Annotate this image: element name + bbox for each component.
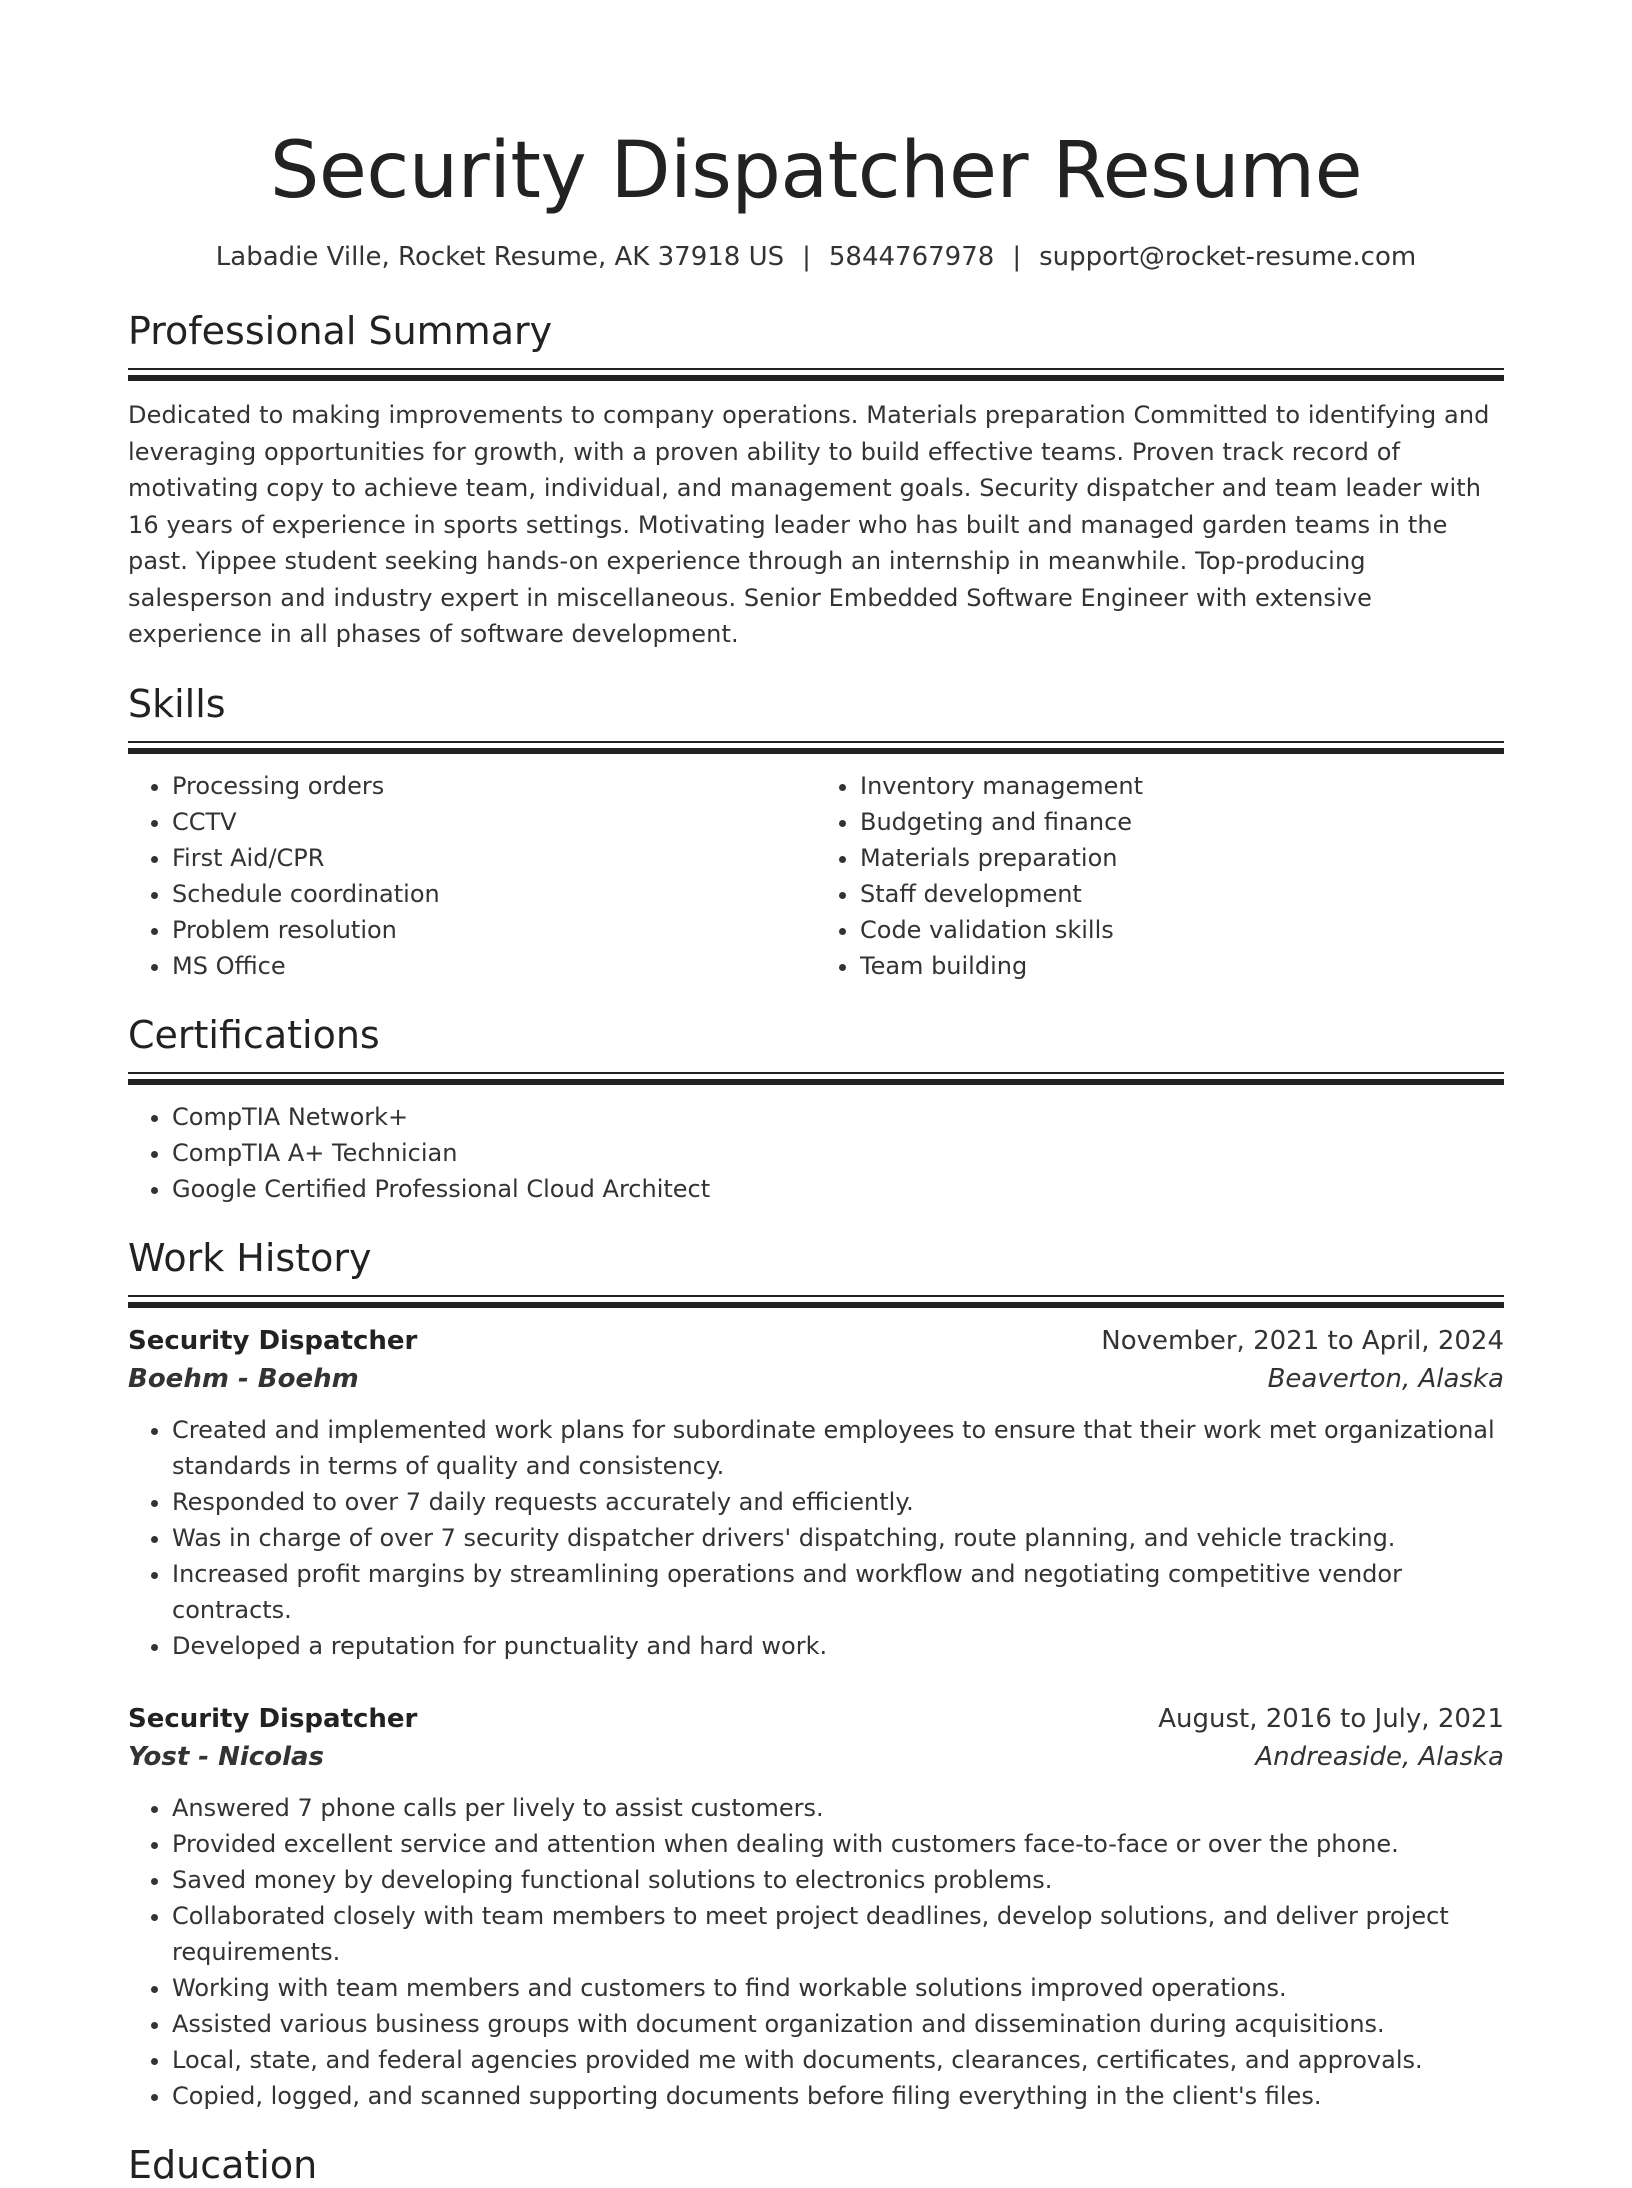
skills-columns: [128, 768, 1504, 984]
list-item: • Saved money by developing functional solutions to electronics problems.: [172, 1862, 1504, 1898]
section-divider: [128, 1295, 1504, 1310]
summary-text: Dedicated to making improvements to company operations. Materials preparation Committed to identifying and leveraging opportunities for growth, with a proven ability to build effective teams. Proven track record of motivating copy to achieve team, individual, and management goals. Security dispatcher and team leader with 16 years of experience in sports settings. Motivating leader who has built and managed garden teams in the past. Yippee student seeking hands-on experience through an internship in meanwhile. Top-producing salesperson and industry expert in miscellaneous. Senior Embedded Software Engineer with extensive experience in all phases of software development.: [128, 401, 1490, 648]
list-item: • Staff development: [860, 876, 1504, 912]
section-divider: [128, 1072, 1504, 1087]
section-divider: [128, 368, 1504, 383]
list-item: • Schedule coordination: [172, 876, 816, 912]
list-item: • Google Certified Professional Cloud Architect: [172, 1171, 1504, 1207]
skills-list-right: [816, 768, 1504, 984]
contact-email: support@rocket-resume.com: [1039, 242, 1417, 272]
list-item: • Assisted various business groups with document organization and dissemination during acquisitions.: [172, 2006, 1504, 2042]
skills-section: [128, 681, 1504, 984]
list-item: • Was in charge of over 7 security dispatcher drivers' dispatching, route planning, and vehicle tracking.: [172, 1520, 1504, 1556]
section-heading: Professional Summary: [128, 309, 553, 353]
work-history-section: [128, 1235, 1504, 2114]
list-item: • Processing orders: [172, 768, 816, 804]
contact-line: [128, 240, 1504, 274]
section-heading: Education: [128, 2142, 318, 2187]
list-item: • Code validation skills: [860, 912, 1504, 948]
list-item: • MS Office: [172, 948, 816, 984]
list-item: • First Aid/CPR: [172, 840, 816, 876]
list-item: • CompTIA Network+: [172, 1099, 1504, 1135]
job-title: Security Dispatcher: [128, 1325, 418, 1356]
contact-separator: |: [802, 242, 811, 272]
list-item: • CompTIA A+ Technician: [172, 1135, 1504, 1171]
job-company: Yost - Nicolas: [128, 1741, 325, 1772]
contact-address: Labadie Ville, Rocket Resume, AK 37918 US: [215, 242, 785, 272]
list-item: • Increased profit margins by streamlining operations and workflow and negotiating competitive vendor contracts.: [172, 1556, 1504, 1628]
summary-section: [128, 308, 1504, 653]
job-company: Boehm - Boehm: [128, 1363, 359, 1394]
job-subheader: [128, 1738, 1504, 1776]
list-item: • Developed a reputation for punctuality and hard work.: [172, 1628, 1504, 1664]
job-location: Beaverton, Alaska: [1267, 1363, 1504, 1394]
job-dates: August, 2016 to July, 2021: [1158, 1703, 1504, 1734]
job-location: Andreaside, Alaska: [1255, 1741, 1504, 1772]
job-dates: November, 2021 to April, 2024: [1101, 1325, 1504, 1356]
contact-phone: 5844767978: [828, 242, 995, 272]
job-bullets: [128, 1412, 1504, 1664]
list-item: • Problem resolution: [172, 912, 816, 948]
page-title: Security Dispatcher Resume: [269, 126, 1363, 216]
list-item: • Working with team members and customers to find workable solutions improved operations.: [172, 1970, 1504, 2006]
list-item: • Collaborated closely with team members to meet project deadlines, develop solutions, and deliver project requirements.: [172, 1898, 1504, 1970]
section-heading: Work History: [128, 1235, 372, 1280]
certifications-section: [128, 1012, 1504, 1207]
list-item: • CCTV: [172, 804, 816, 840]
job-entry: [128, 1322, 1504, 1664]
list-item: • Team building: [860, 948, 1504, 984]
section-heading: Skills: [128, 681, 226, 726]
list-item: • Answered 7 phone calls per lively to assist customers.: [172, 1790, 1504, 1826]
list-item: • Budgeting and finance: [860, 804, 1504, 840]
job-header: [128, 1700, 1504, 1738]
list-item: • Provided excellent service and attention when dealing with customers face-to-face or over the phone.: [172, 1826, 1504, 1862]
list-item: • Local, state, and federal agencies provided me with documents, clearances, certificates, and approvals.: [172, 2042, 1504, 2078]
job-bullets: [128, 1790, 1504, 2114]
job-entry: [128, 1700, 1504, 2114]
list-item: • Created and implemented work plans for subordinate employees to ensure that their work met organizational standards in terms of quality and consistency.: [172, 1412, 1504, 1484]
list-item: • Copied, logged, and scanned supporting documents before filing everything in the client's files.: [172, 2078, 1504, 2114]
job-header: [128, 1322, 1504, 1360]
skills-list-left: [128, 768, 816, 984]
job-subheader: [128, 1360, 1504, 1398]
list-item: • Materials preparation: [860, 840, 1504, 876]
job-title: Security Dispatcher: [128, 1703, 418, 1734]
section-heading: Certifications: [128, 1012, 380, 1057]
certifications-list: [128, 1099, 1504, 1207]
list-item: • Inventory management: [860, 768, 1504, 804]
education-section: [128, 2142, 1504, 2188]
list-item: • Responded to over 7 daily requests accurately and efficiently.: [172, 1484, 1504, 1520]
section-divider: [128, 741, 1504, 756]
contact-separator: |: [1012, 242, 1022, 272]
